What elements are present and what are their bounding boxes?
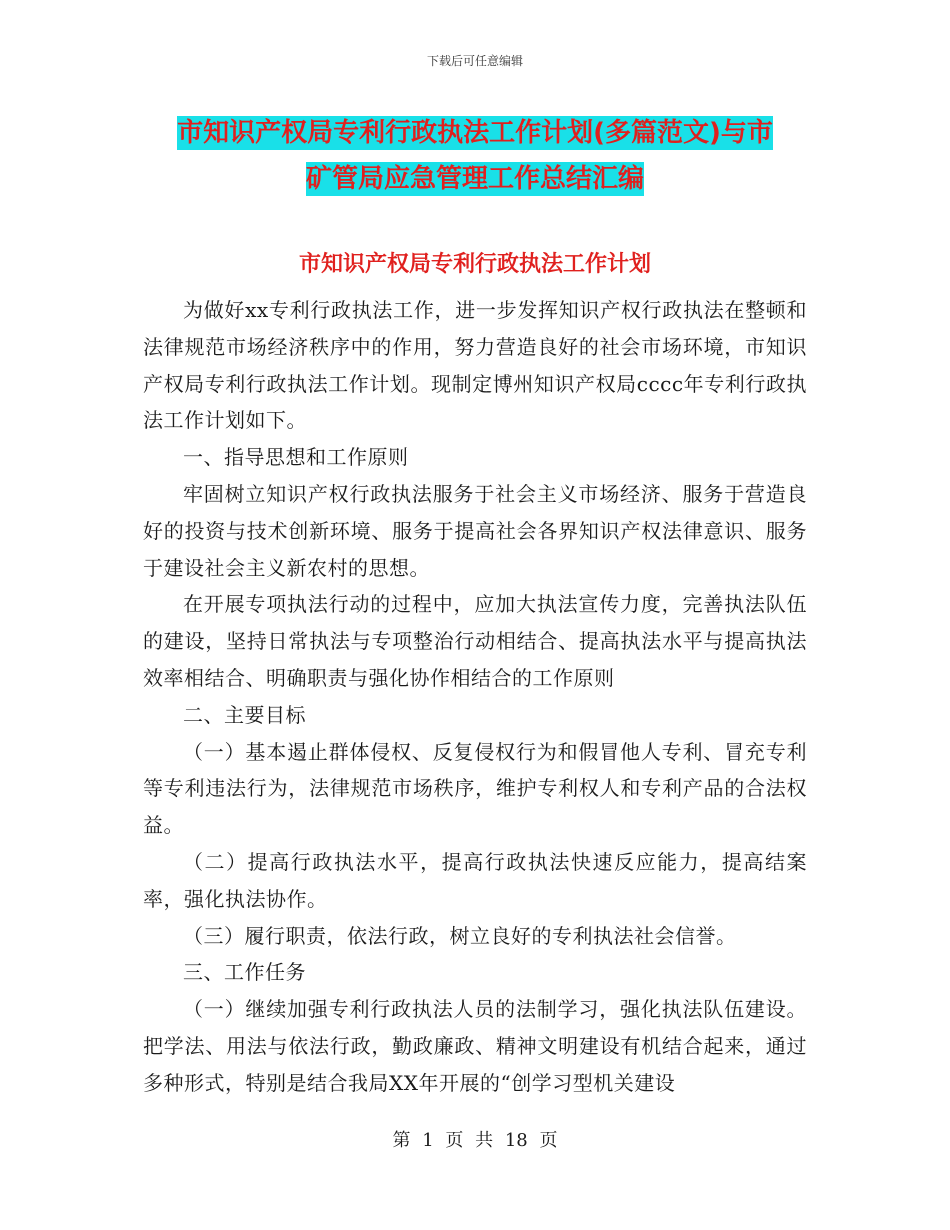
paragraph-intro: 为做好xx专利行政执法工作，进一步发挥知识产权行政执法在整顿和法律规范市场经济秩序中的作用，努力营造良好的社会市场环境，市知识产权局专利行政执法工作计划。现制定博州知识产权局cccc年专利行政执法工作计划如下。	[143, 298, 807, 433]
body-text	[143, 292, 807, 1102]
paragraph-goal-2: （二）提高行政执法水平，提高行政执法快速反应能力，提高结案率，强化执法协作。	[143, 849, 807, 911]
document-title-line-1: 市知识产权局专利行政执法工作计划(多篇范文)与市	[177, 118, 773, 148]
paragraph-goal-1: （一）基本遏止群体侵权、反复侵权行为和假冒他人专利、冒充专利等专利违法行为，法律规范市场秩序，维护专利权人和专利产品的合法权益。	[143, 739, 807, 838]
paragraph-goal-3: （三）履行职责，依法行政，树立良好的专利执法社会信誉。	[183, 923, 737, 948]
page-footer: 第 1 页 共 18 页	[392, 1130, 558, 1151]
document-title-line-2: 矿管局应急管理工作总结汇编	[305, 164, 644, 194]
paragraph-principles-1: 牢固树立知识产权行政执法服务于社会主义市场经济、服务于营造良好的投资与技术创新环境、服务于提高社会各界知识产权法律意识、服务于建设社会主义新农村的思想。	[143, 481, 807, 580]
heading-work-tasks: 三、工作任务	[183, 960, 306, 985]
heading-main-goals: 二、主要目标	[183, 702, 306, 727]
paragraph-task-1: （一）继续加强专利行政执法人员的法制学习，强化执法队伍建设。把学法、用法与依法行政，勤政廉政、精神文明建设有机结合起来，通过多种形式，特别是结合我局XX年开展的“创学习型机关建设	[143, 997, 807, 1095]
heading-guiding-principles: 一、指导思想和工作原则	[183, 445, 409, 470]
header-note: 下载后可任意编辑	[426, 54, 523, 68]
paragraph-principles-2: 在开展专项执法行动的过程中，应加大执法宣传力度，完善执法队伍的建设，坚持日常执法与专项整治行动相结合、提高执法水平与提高执法效率相结合、明确职责与强化协作相结合的工作原则	[143, 592, 807, 690]
document-title	[140, 110, 810, 202]
section-title: 市知识产权局专利行政执法工作计划	[298, 252, 651, 277]
